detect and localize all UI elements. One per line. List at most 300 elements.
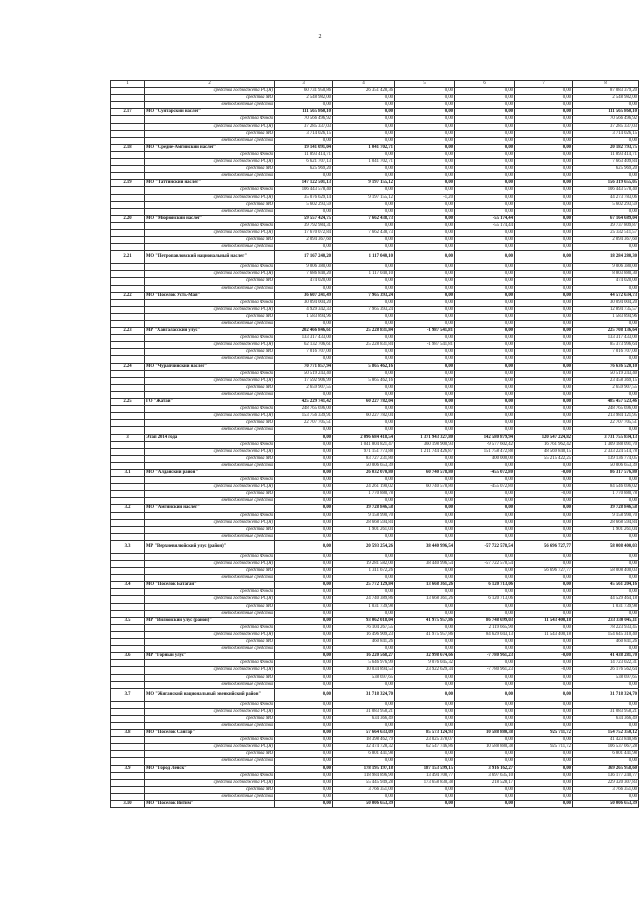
- amount-cell: 0,00: [515, 363, 573, 370]
- amount-cell: 50 006 653,39: [573, 462, 639, 469]
- amount-cell: 0,00: [573, 208, 639, 215]
- row-number-cell: 3.4: [111, 582, 145, 589]
- amount-cell: 0,00: [395, 519, 455, 526]
- table-row: [111, 406, 639, 413]
- table-row: [111, 603, 639, 610]
- amount-cell: 48 569 840,15: [515, 448, 573, 455]
- amount-cell: 0,00: [395, 413, 455, 420]
- row-number-cell: [111, 391, 145, 398]
- amount-cell: 0,00: [395, 553, 455, 560]
- row-name-cell: средства МО: [145, 130, 275, 137]
- amount-cell: 0,00: [515, 342, 573, 349]
- amount-cell: 0,00: [455, 399, 515, 406]
- amount-cell: 0,00: [455, 292, 515, 299]
- amount-cell: 9 197 155,12: [333, 180, 395, 187]
- amount-cell: 0,00: [573, 427, 639, 434]
- amount-cell: 0,00: [515, 526, 573, 533]
- amount-cell: 0,00: [515, 292, 573, 299]
- amount-cell: 25 772 129,84: [333, 582, 395, 589]
- row-name-cell: внебюджетные средства: [145, 427, 275, 434]
- amount-cell: 0,00: [455, 603, 515, 610]
- amount-cell: 0,00: [515, 144, 573, 151]
- amount-cell: 0,00: [455, 151, 515, 158]
- amount-cell: 0,00: [515, 123, 573, 130]
- amount-cell: 0,00: [455, 722, 515, 729]
- table-row: [111, 646, 639, 653]
- amount-cell: -55 174,44: [455, 222, 515, 229]
- amount-cell: 0,00: [275, 512, 333, 519]
- amount-cell: 0,00: [333, 321, 395, 328]
- amount-cell: 0,00: [515, 159, 573, 166]
- amount-cell: 0,00: [395, 801, 455, 808]
- amount-cell: 0,00: [515, 88, 573, 95]
- amount-cell: 0,00: [573, 173, 639, 180]
- amount-cell: 0,00: [395, 701, 455, 708]
- amount-cell: 213 984 121,95: [573, 413, 639, 420]
- amount-cell: 0,00: [395, 349, 455, 356]
- amount-cell: 0,00: [395, 498, 455, 505]
- amount-cell: 1 031 739,98: [333, 603, 395, 610]
- table-row: [111, 653, 639, 660]
- amount-cell: 0,00: [573, 701, 639, 708]
- amount-cell: 0,00: [455, 477, 515, 484]
- amount-cell: 0,00: [395, 715, 455, 722]
- row-name-cell: внебюджетные средства: [145, 102, 275, 109]
- row-name-cell: средства госбюджета РС(Я): [145, 159, 275, 166]
- amount-cell: 6 120 713,06: [455, 582, 515, 589]
- amount-cell: 6 120 713,06: [455, 596, 515, 603]
- row-name-cell: внебюджетные средства: [145, 722, 275, 729]
- amount-cell: 58 008 400,03: [573, 540, 639, 553]
- row-number-cell: [111, 406, 145, 413]
- row-name-cell: средства госбюджета РС(Я): [145, 377, 275, 384]
- amount-cell: 218 528,17: [455, 779, 515, 786]
- amount-cell: 32 998 674,66: [395, 653, 455, 660]
- row-number-cell: [111, 455, 145, 462]
- amount-cell: 36 607 241,49: [275, 292, 333, 299]
- amount-cell: 22 707 705,51: [573, 420, 639, 427]
- amount-cell: 0,00: [333, 151, 395, 158]
- row-number-cell: [111, 462, 145, 469]
- row-number-cell: [111, 151, 145, 158]
- amount-cell: 0,00: [515, 391, 573, 398]
- amount-cell: 0,00: [275, 653, 333, 660]
- amount-cell: 0,00: [515, 688, 573, 701]
- amount-cell: 0,00: [455, 498, 515, 505]
- row-name-cell: внебюджетные средства: [145, 462, 275, 469]
- table-body: [111, 81, 639, 808]
- amount-cell: 0,00: [515, 786, 573, 793]
- amount-cell: 0,00: [395, 751, 455, 758]
- amount-cell: -7 780 961,23: [455, 653, 515, 660]
- row-name-cell: МО "Поселок Батагай": [145, 582, 275, 589]
- row-name-cell: средства госбюджета РС(Я): [145, 667, 275, 674]
- amount-cell: 12 894 735,57: [573, 306, 639, 313]
- amount-cell: 86 317 576,80: [573, 469, 639, 476]
- table-row: [111, 144, 639, 151]
- amount-cell: 0,00: [515, 477, 573, 484]
- amount-cell: 85 373 996,64: [573, 342, 639, 349]
- amount-cell: 0,00: [515, 384, 573, 391]
- amount-cell: 0,00: [275, 744, 333, 751]
- amount-cell: -57 722 578,54: [455, 540, 515, 553]
- amount-cell: 0,00: [515, 519, 573, 526]
- amount-cell: 0,00: [455, 194, 515, 201]
- amount-cell: 0,00: [275, 519, 333, 526]
- amount-cell: 0,00: [455, 391, 515, 398]
- table-row: [111, 285, 639, 292]
- amount-cell: 106 443 578,40: [573, 187, 639, 194]
- amount-cell: 2 659 907,55: [275, 384, 333, 391]
- amount-cell: 925 711,72: [515, 744, 573, 751]
- table-row: [111, 370, 639, 377]
- amount-cell: 0,00: [333, 109, 395, 116]
- header-cell: 7: [515, 81, 573, 88]
- row-number-cell: [111, 477, 145, 484]
- amount-cell: 0,00: [515, 701, 573, 708]
- row-name-cell: МО "Поселок Усть-Мая": [145, 292, 275, 299]
- row-number-cell: [111, 370, 145, 377]
- amount-cell: 634 366,49: [573, 715, 639, 722]
- amount-cell: 78 223 933,45: [573, 624, 639, 631]
- amount-cell: 0,00: [395, 377, 455, 384]
- amount-cell: 24 261 190,02: [333, 484, 395, 491]
- amount-cell: 0,00: [573, 553, 639, 560]
- header-cell: 3: [275, 81, 333, 88]
- row-number-cell: [111, 321, 145, 328]
- row-name-cell: внебюджетные средства: [145, 391, 275, 398]
- row-name-cell: средства Фонда: [145, 624, 275, 631]
- amount-cell: 0,00: [515, 299, 573, 306]
- row-name-cell: средства госбюджета РС(Я): [145, 596, 275, 603]
- amount-cell: 0,00: [515, 413, 573, 420]
- row-name-cell: средства Фонда: [145, 701, 275, 708]
- amount-cell: 30 094 004,20: [573, 299, 639, 306]
- amount-cell: 425 229 741,42: [275, 399, 333, 406]
- amount-cell: 2 333 224 514,78: [573, 448, 639, 455]
- amount-cell: 0,00: [275, 484, 333, 491]
- row-name-cell: средства госбюджета РС(Я): [145, 561, 275, 568]
- amount-cell: 133 317 433,00: [275, 335, 333, 342]
- amount-cell: 0,00: [395, 116, 455, 123]
- amount-cell: 55 445 949,28: [333, 779, 395, 786]
- amount-cell: 0,00: [275, 462, 333, 469]
- row-number-cell: [111, 130, 145, 137]
- amount-cell: -7 780 961,23: [455, 667, 515, 674]
- amount-cell: 0,00: [275, 737, 333, 744]
- amount-cell: 84 546 696,02: [573, 484, 639, 491]
- amount-cell: 25 228 831,84: [333, 342, 395, 349]
- amount-cell: 0,00: [573, 244, 639, 251]
- row-number-cell: [111, 427, 145, 434]
- row-number-cell: [111, 222, 145, 229]
- amount-cell: 0,00: [455, 526, 515, 533]
- amount-cell: 45 561 204,16: [573, 582, 639, 589]
- amount-cell: 0,00: [515, 793, 573, 800]
- amount-cell: 460 841,26: [573, 639, 639, 646]
- row-name-cell: МО "Поселок Сангар": [145, 730, 275, 737]
- amount-cell: 28 668 594,84: [333, 519, 395, 526]
- row-number-cell: 2.21: [111, 251, 145, 264]
- amount-cell: 0,00: [455, 335, 515, 342]
- amount-cell: 38 440 996,54: [395, 561, 455, 568]
- amount-cell: 0,00: [515, 420, 573, 427]
- amount-cell: 925 711,72: [515, 730, 573, 737]
- amount-cell: 38 440 996,54: [395, 540, 455, 553]
- amount-cell: 0,00: [515, 660, 573, 667]
- amount-cell: 0,00: [573, 533, 639, 540]
- row-number-cell: [111, 568, 145, 575]
- amount-cell: 67 164 689,04: [573, 215, 639, 222]
- amount-cell: -1 987 541,81: [395, 342, 455, 349]
- amount-cell: 60 740 578,80: [395, 484, 455, 491]
- amount-cell: 0,00: [455, 674, 515, 681]
- row-name-cell: средства МО: [145, 786, 275, 793]
- row-name-cell: средства МО: [145, 349, 275, 356]
- amount-cell: 2 548 982,00: [275, 95, 333, 102]
- table-row: [111, 533, 639, 540]
- amount-cell: 0,00: [455, 681, 515, 688]
- amount-cell: 118 984 896,90: [333, 772, 395, 779]
- amount-cell: 0,00: [515, 681, 573, 688]
- amount-cell: 0,00: [515, 575, 573, 582]
- amount-cell: 0,00: [275, 617, 333, 624]
- amount-cell: 0,00: [275, 688, 333, 701]
- amount-cell: 0,00: [573, 561, 639, 568]
- amount-cell: 0,00: [515, 321, 573, 328]
- row-number-cell: [111, 285, 145, 292]
- amount-cell: 0,00: [395, 391, 455, 398]
- row-name-cell: средства Фонда: [145, 512, 275, 519]
- amount-cell: 0,00: [455, 751, 515, 758]
- row-number-cell: 3.9: [111, 765, 145, 772]
- amount-cell: 1 211 744 426,87: [395, 448, 455, 455]
- amount-cell: 0,00: [515, 801, 573, 808]
- amount-cell: 0,00: [395, 646, 455, 653]
- amount-cell: 0,00: [275, 540, 333, 553]
- amount-cell: 0,00: [455, 109, 515, 116]
- table-row: [111, 159, 639, 166]
- amount-cell: 0,00: [515, 187, 573, 194]
- row-number-cell: [111, 278, 145, 285]
- table-row: [111, 617, 639, 624]
- amount-cell: 0,00: [573, 356, 639, 363]
- amount-cell: 0,00: [395, 285, 455, 292]
- amount-cell: 50 006 653,39: [333, 801, 395, 808]
- amount-cell: 0,00: [275, 321, 333, 328]
- table-row: [111, 477, 639, 484]
- row-number-cell: [111, 779, 145, 786]
- row-name-cell: внебюджетные средства: [145, 758, 275, 765]
- row-number-cell: [111, 603, 145, 610]
- row-name-cell: средства Фонда: [145, 737, 275, 744]
- row-number-cell: [111, 201, 145, 208]
- amount-cell: 26 351 428,36: [333, 88, 395, 95]
- table-row: [111, 166, 639, 173]
- row-name-cell: средства госбюджета РС(Я): [145, 631, 275, 638]
- amount-cell: 16 761 962,42: [515, 441, 573, 448]
- table-row: [111, 688, 639, 701]
- amount-cell: 0,00: [333, 646, 395, 653]
- row-number-cell: [111, 512, 145, 519]
- table-row: [111, 201, 639, 208]
- amount-cell: 0,00: [395, 512, 455, 519]
- amount-cell: 0,00: [395, 95, 455, 102]
- amount-cell: 50 006 653,39: [333, 462, 395, 469]
- amount-cell: 50 519 243,40: [573, 370, 639, 377]
- amount-cell: 0,00: [455, 801, 515, 808]
- amount-cell: 25 332 511,57: [573, 229, 639, 236]
- amount-cell: 0,00: [455, 356, 515, 363]
- row-number-cell: [111, 244, 145, 251]
- amount-cell: 87 083 379,20: [573, 88, 639, 95]
- row-number-cell: [111, 701, 145, 708]
- amount-cell: 0,00: [333, 384, 395, 391]
- row-number-cell: [111, 737, 145, 744]
- amount-cell: 0,00: [333, 201, 395, 208]
- table-row: [111, 95, 639, 102]
- amount-cell: 0,00: [515, 758, 573, 765]
- amount-cell: -1,20: [395, 194, 455, 201]
- row-number-cell: [111, 624, 145, 631]
- table-row: [111, 237, 639, 244]
- row-number-cell: [111, 420, 145, 427]
- amount-cell: 0,00: [515, 173, 573, 180]
- amount-cell: 0,00: [275, 575, 333, 582]
- amount-cell: 5 602 293,59: [275, 201, 333, 208]
- amount-cell: 18 398 462,79: [333, 737, 395, 744]
- amount-cell: 0,00: [515, 772, 573, 779]
- amount-cell: 187 153 599,15: [395, 765, 455, 772]
- table-row: [111, 639, 639, 646]
- amount-cell: 0,00: [455, 758, 515, 765]
- amount-cell: 0,00: [395, 688, 455, 701]
- amount-cell: 0,00: [395, 306, 455, 313]
- amount-cell: 0,00: [395, 758, 455, 765]
- amount-cell: 0,00: [275, 765, 333, 772]
- amount-cell: 0,00: [515, 737, 573, 744]
- amount-cell: 634 366,49: [333, 715, 395, 722]
- amount-cell: 233 330 045,11: [573, 617, 639, 624]
- amount-cell: 0,00: [275, 427, 333, 434]
- amount-cell: 0,00: [515, 109, 573, 116]
- amount-cell: 0,00: [275, 708, 333, 715]
- amount-cell: 3 714 026,15: [275, 130, 333, 137]
- amount-cell: 0,00: [455, 786, 515, 793]
- table-row: [111, 434, 639, 441]
- amount-cell: 0,00: [515, 553, 573, 560]
- row-name-cell: средства госбюджета РС(Я): [145, 306, 275, 313]
- row-name-cell: внебюджетные средства: [145, 793, 275, 800]
- amount-cell: 0,00: [275, 624, 333, 631]
- amount-cell: 6 621 707,13: [275, 159, 333, 166]
- amount-cell: 0,00: [275, 448, 333, 455]
- amount-cell: 0,00: [275, 533, 333, 540]
- amount-cell: 147 122 501,13: [275, 180, 333, 187]
- amount-cell: 0,00: [515, 561, 573, 568]
- amount-cell: 0,00: [275, 603, 333, 610]
- amount-cell: 0,00: [333, 285, 395, 292]
- amount-cell: 0,00: [573, 575, 639, 582]
- amount-cell: 0,00: [395, 603, 455, 610]
- row-number-cell: [111, 441, 145, 448]
- row-name-cell: средства МО: [145, 715, 275, 722]
- table-row: [111, 208, 639, 215]
- amount-cell: 2 096 684 418,54: [333, 434, 395, 441]
- row-name-cell: внебюджетные средства: [145, 610, 275, 617]
- table-row: [111, 674, 639, 681]
- row-name-cell: средства МО: [145, 313, 275, 320]
- amount-cell: 11 543 400,18: [515, 617, 573, 624]
- row-name-cell: средства Фонда: [145, 151, 275, 158]
- row-name-cell: МР "Хангаласский улус": [145, 328, 275, 335]
- amount-cell: 0,00: [515, 229, 573, 236]
- amount-cell: 0,00: [515, 610, 573, 617]
- row-name-cell: средства Фонда: [145, 335, 275, 342]
- amount-cell: 0,00: [455, 244, 515, 251]
- table-row: [111, 715, 639, 722]
- table-row: [111, 540, 639, 553]
- table-row: [111, 427, 639, 434]
- amount-cell: 0,00: [333, 187, 395, 194]
- row-name-cell: средства госбюджета РС(Я): [145, 448, 275, 455]
- amount-cell: 0,00: [333, 130, 395, 137]
- row-name-cell: средства МО: [145, 674, 275, 681]
- amount-cell: 0,00: [515, 505, 573, 512]
- table-row: [111, 88, 639, 95]
- table-row: [111, 180, 639, 187]
- amount-cell: 0,00: [333, 237, 395, 244]
- amount-cell: 0,00: [275, 285, 333, 292]
- amount-cell: 0,00: [455, 708, 515, 715]
- row-number-cell: [111, 533, 145, 540]
- table-row: [111, 391, 639, 398]
- table-row: [111, 765, 639, 772]
- amount-cell: 0,00: [395, 313, 455, 320]
- amount-cell: 0,00: [395, 180, 455, 187]
- row-number-cell: [111, 173, 145, 180]
- amount-cell: 133 317 433,00: [573, 335, 639, 342]
- amount-cell: 0,00: [395, 370, 455, 377]
- table-row: [111, 420, 639, 427]
- table-row: [111, 491, 639, 498]
- table-row: [111, 722, 639, 729]
- amount-cell: 32 474 728,32: [333, 744, 395, 751]
- amount-cell: 13 668 361,26: [395, 596, 455, 603]
- amount-cell: 0,00: [455, 166, 515, 173]
- table-row: [111, 667, 639, 674]
- amount-cell: 84 629 043,13: [455, 631, 515, 638]
- row-number-cell: [111, 786, 145, 793]
- amount-cell: 0,00: [455, 646, 515, 653]
- row-number-cell: [111, 271, 145, 278]
- table-row: [111, 772, 639, 779]
- amount-cell: 0,00: [455, 102, 515, 109]
- amount-cell: 0,00: [395, 144, 455, 151]
- amount-cell: 153 756 339,91: [275, 413, 333, 420]
- row-number-cell: 2.24: [111, 363, 145, 370]
- amount-cell: 59 557 424,75: [275, 215, 333, 222]
- amount-cell: -455 072,80: [455, 469, 515, 476]
- amount-cell: 0,00: [455, 349, 515, 356]
- amount-cell: 0,00: [395, 786, 455, 793]
- amount-cell: 0,00: [515, 708, 573, 715]
- amount-cell: 0,00: [395, 215, 455, 222]
- amount-cell: 0,00: [515, 462, 573, 469]
- amount-cell: 1 309 188 091,70: [573, 441, 639, 448]
- amount-cell: 0,00: [275, 674, 333, 681]
- amount-cell: 0,00: [395, 363, 455, 370]
